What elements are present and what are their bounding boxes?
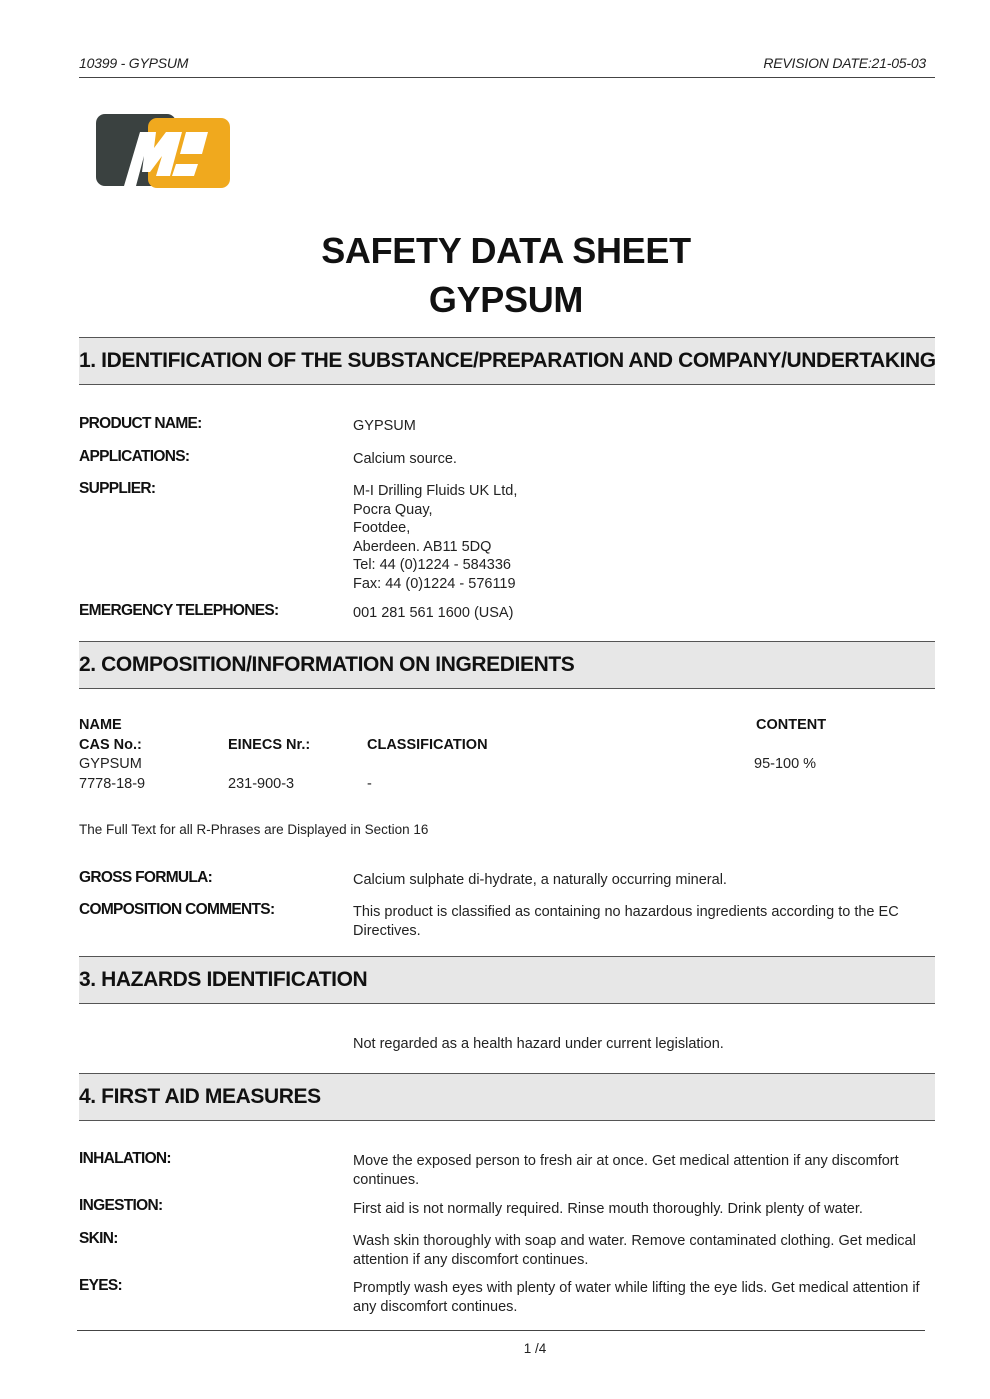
page-number: 1 /4 <box>523 1341 547 1356</box>
document-title: SAFETY DATA SHEET <box>321 230 691 271</box>
supplier-line: Footdee, <box>353 520 411 537</box>
logo-letter-i-stem <box>172 164 198 176</box>
supplier-line: Pocra Quay, <box>353 501 433 518</box>
supplier-line: M-I Drilling Fluids UK Ltd, <box>353 483 518 499</box>
inhalation-value: Move the exposed person to fresh air at once. Get medical attention if any discomfort continues. <box>353 1153 899 1188</box>
gross-formula-value: Calcium sulphate di-hydrate, a naturally occurring mineral. <box>353 872 727 888</box>
section-4-heading: 4. FIRST AID MEASURES <box>79 1073 935 1121</box>
footer-divider <box>77 1330 925 1331</box>
supplier-line: Tel: 44 (0)1224 - 584336 <box>353 557 511 574</box>
column-header-name: NAME <box>79 717 122 733</box>
section-2-heading: 2. COMPOSITION/INFORMATION ON INGREDIENTS <box>79 641 935 689</box>
applications-value: Calcium source. <box>353 451 457 467</box>
skin-label: SKIN: <box>79 1230 118 1247</box>
ingredient-name: GYPSUM <box>79 756 142 772</box>
column-header-classification: CLASSIFICATION <box>367 737 488 753</box>
product-title: GYPSUM <box>428 279 584 320</box>
supplier-line: Fax: 44 (0)1224 - 576119 <box>353 575 516 592</box>
composition-comments-label: COMPOSITION COMMENTS: <box>79 901 275 918</box>
hazards-text: Not regarded as a health hazard under current legislation. <box>353 1036 724 1052</box>
ingredient-einecs: 231-900-3 <box>228 776 295 792</box>
applications-label: APPLICATIONS: <box>79 448 190 465</box>
ingredient-cas: 7778-18-9 <box>79 776 146 792</box>
section-3-heading: 3. HAZARDS IDENTIFICATION <box>79 956 935 1004</box>
inhalation-label: INHALATION: <box>79 1150 171 1167</box>
header-divider <box>79 77 935 78</box>
product-name-label: PRODUCT NAME: <box>79 415 202 432</box>
revision-date: REVISION DATE:21-05-03 <box>763 55 926 71</box>
composition-comments-value: This product is classified as containing no hazardous ingredients according to the EC Directives. <box>353 904 899 939</box>
column-header-cas: CAS No.: <box>79 737 142 753</box>
column-header-content: CONTENT <box>756 717 827 733</box>
document-id: 10399 - GYPSUM <box>79 55 189 71</box>
ingredient-content: 95-100 % <box>754 756 817 772</box>
emergency-telephones-label: EMERGENCY TELEPHONES: <box>79 602 279 619</box>
mi-logo <box>96 114 232 190</box>
emergency-telephones-value: 001 281 561 1600 (USA) <box>353 605 514 621</box>
column-header-einecs: EINECS Nr.: <box>228 737 311 753</box>
section-1-heading: 1. IDENTIFICATION OF THE SUBSTANCE/PREPARATION AND COMPANY/UNDERTAKING <box>79 337 935 385</box>
eyes-value: Promptly wash eyes with plenty of water while lifting the eye lids. Get medical attention if any discomfort continues. <box>353 1280 920 1315</box>
gross-formula-label: GROSS FORMULA: <box>79 869 213 886</box>
ingestion-value: First aid is not normally required. Rinse mouth thoroughly. Drink plenty of water. <box>353 1201 863 1217</box>
supplier-address <box>353 482 938 594</box>
r-phrases-note: The Full Text for all R-Phrases are Displayed in Section 16 <box>79 822 429 837</box>
supplier-line: Aberdeen. AB11 5DQ <box>353 538 492 555</box>
supplier-label: SUPPLIER: <box>79 480 156 497</box>
ingredient-classification: - <box>367 776 372 792</box>
eyes-label: EYES: <box>79 1277 123 1294</box>
ingestion-label: INGESTION: <box>79 1197 163 1214</box>
skin-value: Wash skin thoroughly with soap and water. Remove contaminated clothing. Get medical attention if any discomfort continues. <box>353 1233 916 1268</box>
product-name-value: GYPSUM <box>353 418 416 434</box>
